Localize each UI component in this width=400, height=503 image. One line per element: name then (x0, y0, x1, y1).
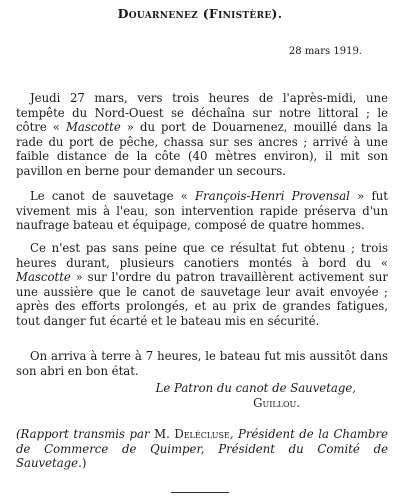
note-transmitter-name: M. Delécluse (154, 427, 230, 441)
signature-role: Le Patron du canot de Sauvetage, (155, 381, 356, 395)
paragraph-4-text: On arriva à terre à 7 heures, le bateau fut mis aussitôt dans son abri en bon état. (16, 349, 388, 378)
document-title: Douarnenez (Finistère). (117, 6, 283, 21)
transmission-note (16, 427, 388, 471)
signature-name: Guillou. (253, 396, 300, 410)
report-date: 28 mars 1919. (288, 46, 362, 57)
paragraph-2-text-c: » fut vivement mis à l'eau, son intervention rapide préserva d'un naufrage bateau et équipage, composé de quatre hommes. (16, 189, 388, 233)
note-text-c: , Président de la Chambre de Commerce de Quimper, Président du Comité de Sauvetage. (16, 427, 388, 471)
paragraph-3 (16, 241, 388, 329)
paragraph-4 (16, 349, 388, 378)
paragraph-3-text-c: » sur l'ordre du patron travaillèrent activement sur une aussière que le canot de sauvetage leur avait envoyée ; après des efforts prolongés, et au prix de grandes fatigues, tout danger fut écarté et le bateau mis en sécurité. (16, 270, 388, 328)
paragraph-1-text-c: » du port de Douarnenez, mouillé dans la rade du port de pêche, chassa sur ses ancres ; arrivé à une faible distance de la côte (40 mètres environ), il mit son pavillon en berne pour demander un secours. (16, 120, 388, 178)
note-text-d: ) (81, 456, 87, 471)
boat-name-mascotte-2: Mascotte (16, 270, 71, 285)
paragraph-1-text-a: Jeudi 27 mars, vers trois heures de l'après-midi, une tempête du Nord-Ouest se déchaîna sur notre littoral ; le côtre « (16, 91, 388, 135)
section-divider (171, 492, 229, 493)
lifeboat-name: François-Henri Provensal (195, 189, 350, 203)
paragraph-3-text-a: Ce n'est pas sans peine que ce résultat fut obtenu ; trois heures durant, plusieurs canotiers montés à bord du « (16, 241, 388, 270)
paragraph-1 (16, 91, 388, 179)
paragraph-2-text-a: Le canot de sauvetage « (30, 189, 196, 203)
note-text-a: (Rapport transmis par (16, 427, 155, 441)
boat-name-mascotte: Mascotte (65, 120, 121, 135)
paragraph-2 (16, 189, 388, 233)
